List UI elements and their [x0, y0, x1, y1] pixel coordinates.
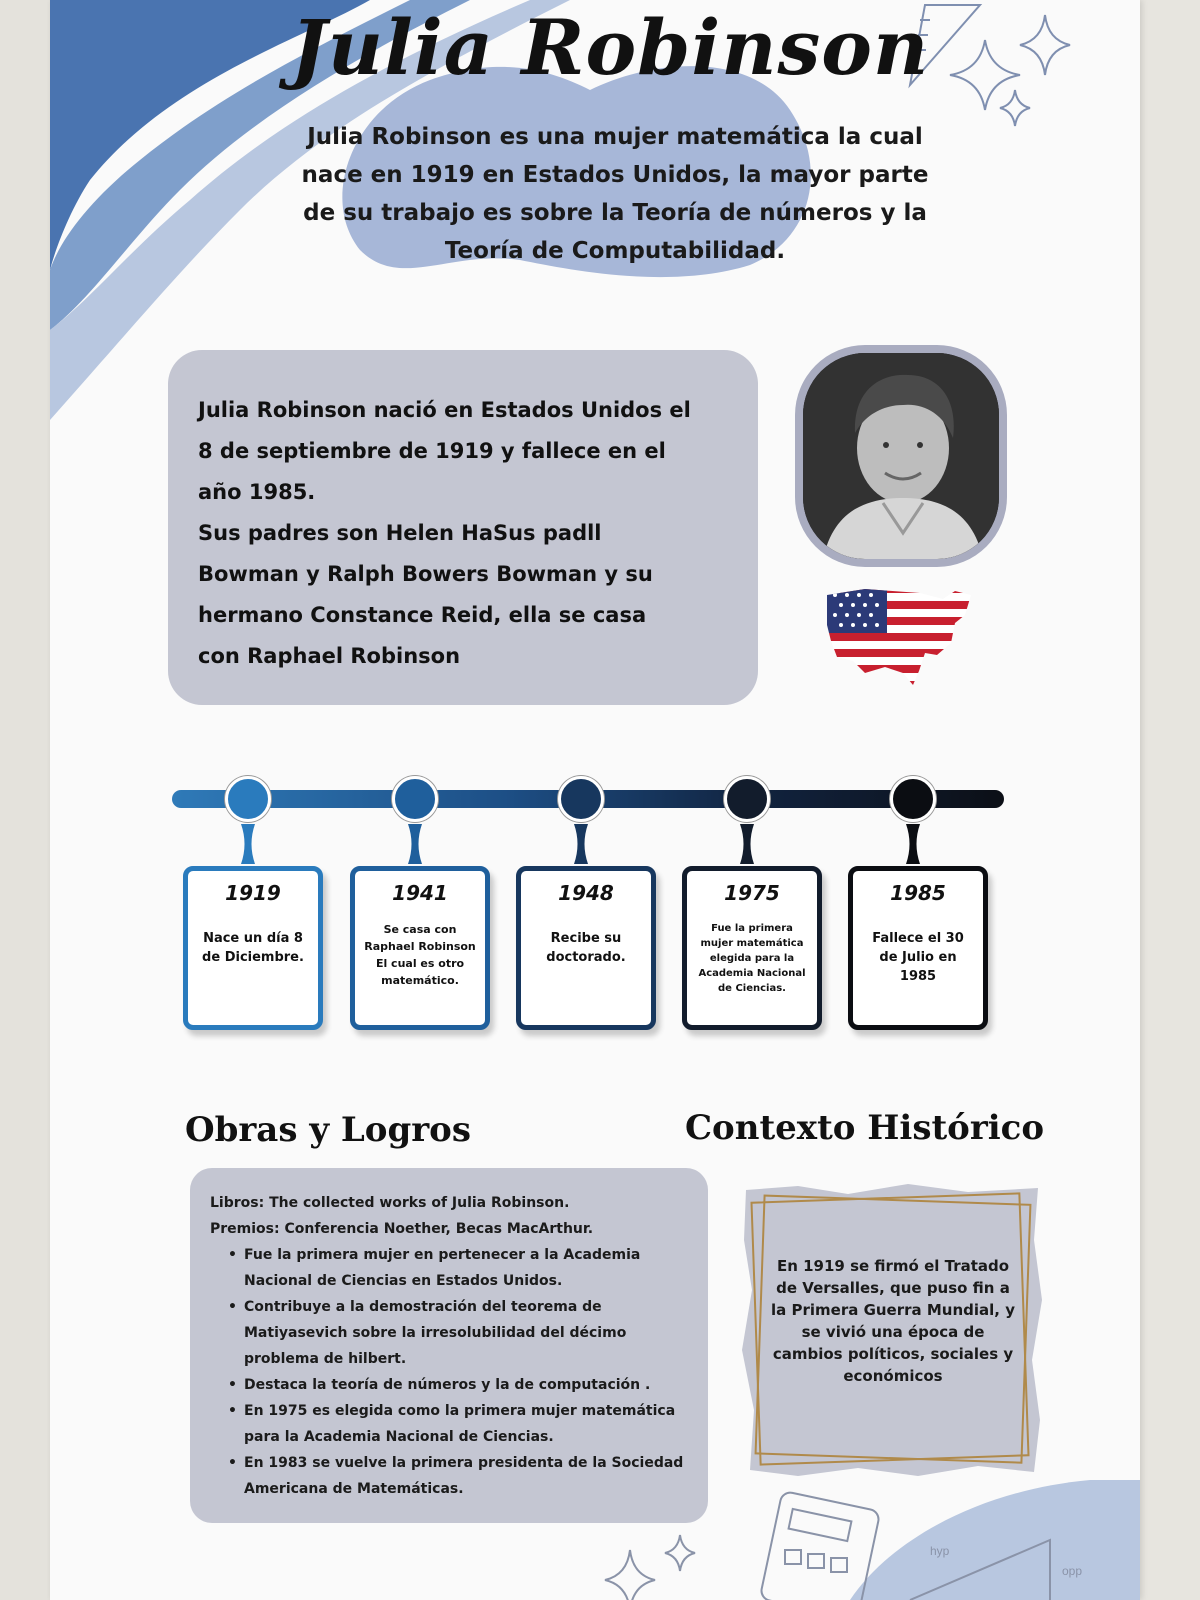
timeline-card-1919 — [183, 866, 323, 1030]
sparkle-icons-bottom — [605, 1535, 695, 1600]
achievement-item: • Destaca la teoría de números y la de computación . — [230, 1372, 688, 1398]
poster-title: Julia Robinson — [290, 3, 930, 92]
bio-line: 8 de septiembre de 1919 y fallece en el — [198, 439, 666, 463]
timeline-description: Recibe su doctorado. — [546, 931, 626, 965]
achievements-list — [210, 1242, 688, 1502]
works-awards: Premios: Conferencia Noether, Becas MacArthur. — [210, 1221, 594, 1237]
timeline-node — [225, 776, 271, 822]
achievement-item: • En 1975 es elegida como la primera mujer matemática para la Academia Nacional de Ciencias. — [230, 1398, 688, 1450]
timeline-description: Fallece el 30 de Julio en 1985 — [872, 931, 964, 984]
intro-paragraph: Julia Robinson es una mujer matemática la cual nace en 1919 en Estados Unidos, la mayor parte de su trabajo es sobre la Teoría de números y la Teoría de Computabilidad. — [301, 124, 929, 264]
timeline-connector — [239, 824, 257, 864]
portrait-photo — [803, 353, 999, 559]
timeline-node — [724, 776, 770, 822]
timeline-card-1985 — [848, 866, 988, 1030]
bio-line: año 1985. — [198, 480, 316, 504]
bio-line: Julia Robinson nació en Estados Unidos el — [198, 398, 691, 422]
bio-line: hermano Constance Reid, ella se casa — [198, 603, 647, 627]
timeline-year: 1975 — [724, 881, 780, 905]
sparkle-icons — [950, 15, 1070, 126]
timeline-connector — [904, 824, 922, 864]
timeline-year: 1919 — [225, 881, 281, 905]
bottom-decoration — [50, 1480, 1140, 1600]
timeline-node — [558, 776, 604, 822]
timeline-card-1975 — [682, 866, 822, 1030]
timeline-node — [890, 776, 936, 822]
calculator-icon — [760, 1491, 881, 1600]
bio-line: con Raphael Robinson — [198, 644, 461, 668]
timeline-connector — [572, 824, 590, 864]
works-heading: Obras y Logros — [185, 1110, 471, 1150]
context-text: En 1919 se firmó el Tratado de Versalles, que puso fin a la Primera Guerra Mundial, y se vivió una época de cambios políticos, sociales y económicos — [771, 1257, 1015, 1385]
bio-line: Sus padres son Helen HaSus padll — [198, 521, 602, 545]
context-heading: Contexto Histórico — [685, 1108, 1045, 1148]
timeline-description: Fue la primera mujer matemática elegida para la Academia Nacional de Ciencias. — [698, 923, 806, 994]
timeline-year: 1941 — [392, 881, 448, 905]
timeline-description: Se casa con Raphael Robinson El cual es otro matemático. — [364, 923, 476, 987]
poster — [50, 0, 1140, 1600]
context-panel — [738, 1180, 1048, 1480]
timeline-card-1948 — [516, 866, 656, 1030]
achievement-item: • Contribuye a la demostración del teorema de Matiyasevich sobre la irresolubilidad del décimo problema de hilbert. — [230, 1294, 688, 1372]
achievement-item: • En 1983 se vuelve la primera presidenta de la Sociedad Americana de Matemáticas. — [230, 1450, 688, 1502]
hyp-label: hyp — [930, 1544, 950, 1558]
wall-left — [0, 0, 50, 1600]
timeline-year: 1985 — [890, 881, 946, 905]
works-books: Libros: The collected works of Julia Robinson. — [210, 1195, 570, 1211]
biography-panel — [168, 350, 758, 705]
timeline-node — [392, 776, 438, 822]
opp-label: opp — [1062, 1564, 1083, 1578]
timeline-year: 1948 — [558, 881, 614, 905]
timeline-card-1941 — [350, 866, 490, 1030]
timeline-connector — [738, 824, 756, 864]
timeline-connector — [406, 824, 424, 864]
achievement-item: • Fue la primera mujer en pertenecer a la Academia Nacional de Ciencias en Estados Unidos. — [230, 1242, 688, 1294]
timeline-description: Nace un día 8 de Diciembre. — [202, 931, 304, 965]
bio-line: Bowman y Ralph Bowers Bowman y su — [198, 562, 653, 586]
usa-map-flag-icon — [825, 585, 975, 689]
portrait-frame — [795, 345, 1007, 567]
works-panel — [190, 1168, 708, 1523]
